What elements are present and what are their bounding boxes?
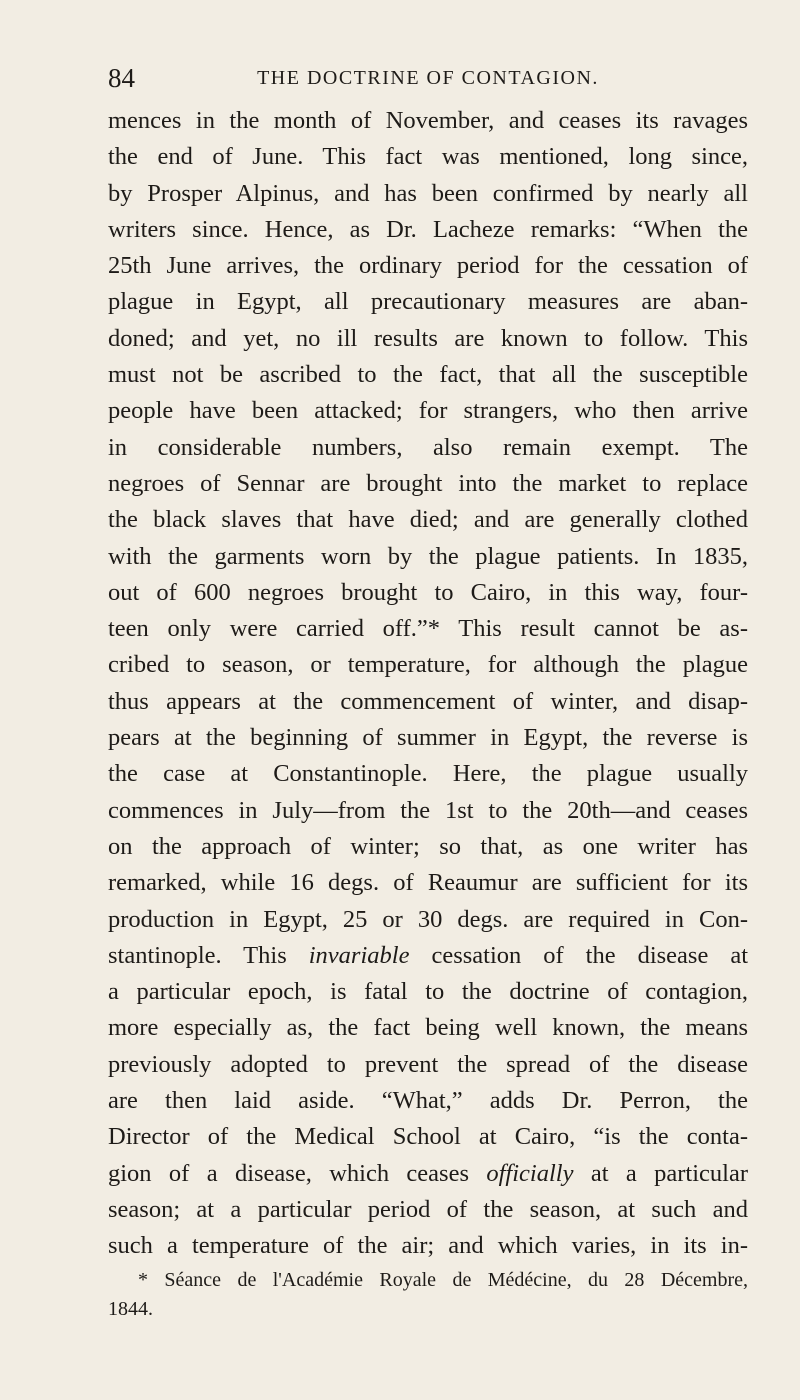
text-run: a particular epoch, is fatal to the doctrine of contagion, — [108, 978, 748, 1006]
text-line — [108, 684, 748, 720]
text-run: the case at Constantinople. Here, the plague usually — [108, 760, 748, 788]
text-run: must not be ascribed to the fact, that all the susceptible — [108, 361, 748, 389]
text-line — [108, 1119, 748, 1155]
text-run: remarked, while 16 degs. of Reaumur are sufficient for its — [108, 869, 748, 897]
text-run: previously adopted to prevent the spread of the disease — [108, 1050, 748, 1078]
text-line — [108, 466, 748, 502]
text-run: by Prosper Alpinus, and has been confirmed by nearly all — [108, 179, 748, 207]
text-run: pears at the beginning of summer in Egypt, the reverse is — [108, 724, 748, 752]
body-text — [108, 103, 748, 1265]
text-run: plague in Egypt, all precautionary measures are aban- — [108, 288, 748, 316]
footnote-line: * Séance de l'Académie Royale de Médécine, du 28 Décembre, — [138, 1269, 748, 1291]
text-line — [108, 938, 748, 974]
text-line — [108, 1156, 748, 1192]
text-line — [108, 647, 748, 683]
text-run: Director of the Medical School at Cairo, “is the conta- — [108, 1123, 748, 1151]
text-line — [108, 1083, 748, 1119]
text-line — [108, 575, 748, 611]
text-line — [108, 502, 748, 538]
footnote-line: 1844. — [108, 1298, 153, 1320]
page-number: 84 — [108, 63, 135, 93]
running-title: THE DOCTRINE OF CONTAGION. — [257, 67, 599, 89]
text-run: gion of a disease, which ceases — [108, 1159, 487, 1187]
text-line — [108, 902, 748, 938]
text-run: at a particular — [573, 1159, 748, 1187]
text-run: people have been attacked; for strangers, who then arrive — [108, 397, 748, 425]
text-run: doned; and yet, no ill results are known to follow. This — [108, 324, 748, 352]
text-line — [108, 176, 748, 212]
text-run: the black slaves that have died; and are generally clothed — [108, 506, 748, 534]
text-run: commences in July—from the 1st to the 20th—and ceases — [108, 796, 748, 824]
text-run: on the approach of winter; so that, as one writer has — [108, 832, 748, 860]
emphasized-word: officially — [486, 1159, 574, 1187]
text-run: season; at a particular period of the season, at such and — [108, 1195, 748, 1223]
text-line — [108, 430, 748, 466]
text-line — [108, 793, 748, 829]
text-run: thus appears at the commencement of winter, and disap- — [108, 687, 748, 715]
text-line — [108, 539, 748, 575]
text-line — [108, 756, 748, 792]
text-run: stantinople. This — [108, 941, 309, 969]
text-line — [108, 1010, 748, 1046]
text-line — [108, 720, 748, 756]
text-line — [108, 1192, 748, 1228]
text-line — [108, 139, 748, 175]
text-run: negroes of Sennar are brought into the market to replace — [108, 469, 748, 497]
emphasized-word: invariable — [308, 941, 410, 969]
text-run: 25th June arrives, the ordinary period for the cessation of — [108, 252, 748, 280]
text-run: more especially as, the fact being well known, the means — [108, 1014, 748, 1042]
text-line — [108, 103, 748, 139]
text-line — [108, 865, 748, 901]
text-run: production in Egypt, 25 or 30 degs. are required in Con- — [108, 905, 748, 933]
text-run: such a temperature of the air; and which varies, in its in- — [108, 1232, 748, 1260]
text-line — [108, 393, 748, 429]
text-line — [108, 974, 748, 1010]
text-line — [108, 611, 748, 647]
text-run: are then laid aside. “What,” adds Dr. Perron, the — [108, 1087, 748, 1115]
text-run: with the garments worn by the plague patients. In 1835, — [108, 542, 748, 570]
text-run: cribed to season, or temperature, for although the plague — [108, 651, 748, 679]
running-head — [108, 58, 748, 98]
text-run: in considerable numbers, also remain exempt. The — [108, 433, 748, 461]
text-line — [108, 321, 748, 357]
text-run: teen only were carried off.”* This result cannot be as- — [108, 615, 748, 643]
footnote — [108, 1266, 748, 1324]
text-line — [108, 212, 748, 248]
text-line — [108, 284, 748, 320]
text-run: writers since. Hence, as Dr. Lacheze remarks: “When the — [108, 215, 748, 243]
text-run: out of 600 negroes brought to Cairo, in this way, four- — [108, 578, 748, 606]
text-run: the end of June. This fact was mentioned, long since, — [108, 143, 748, 171]
text-line — [108, 1228, 748, 1264]
text-line — [108, 357, 748, 393]
text-line — [108, 248, 748, 284]
text-run: mences in the month of November, and ceases its ravages — [108, 107, 748, 134]
text-line — [108, 829, 748, 865]
text-run: cessation of the disease at — [409, 941, 749, 969]
text-line — [108, 1047, 748, 1083]
